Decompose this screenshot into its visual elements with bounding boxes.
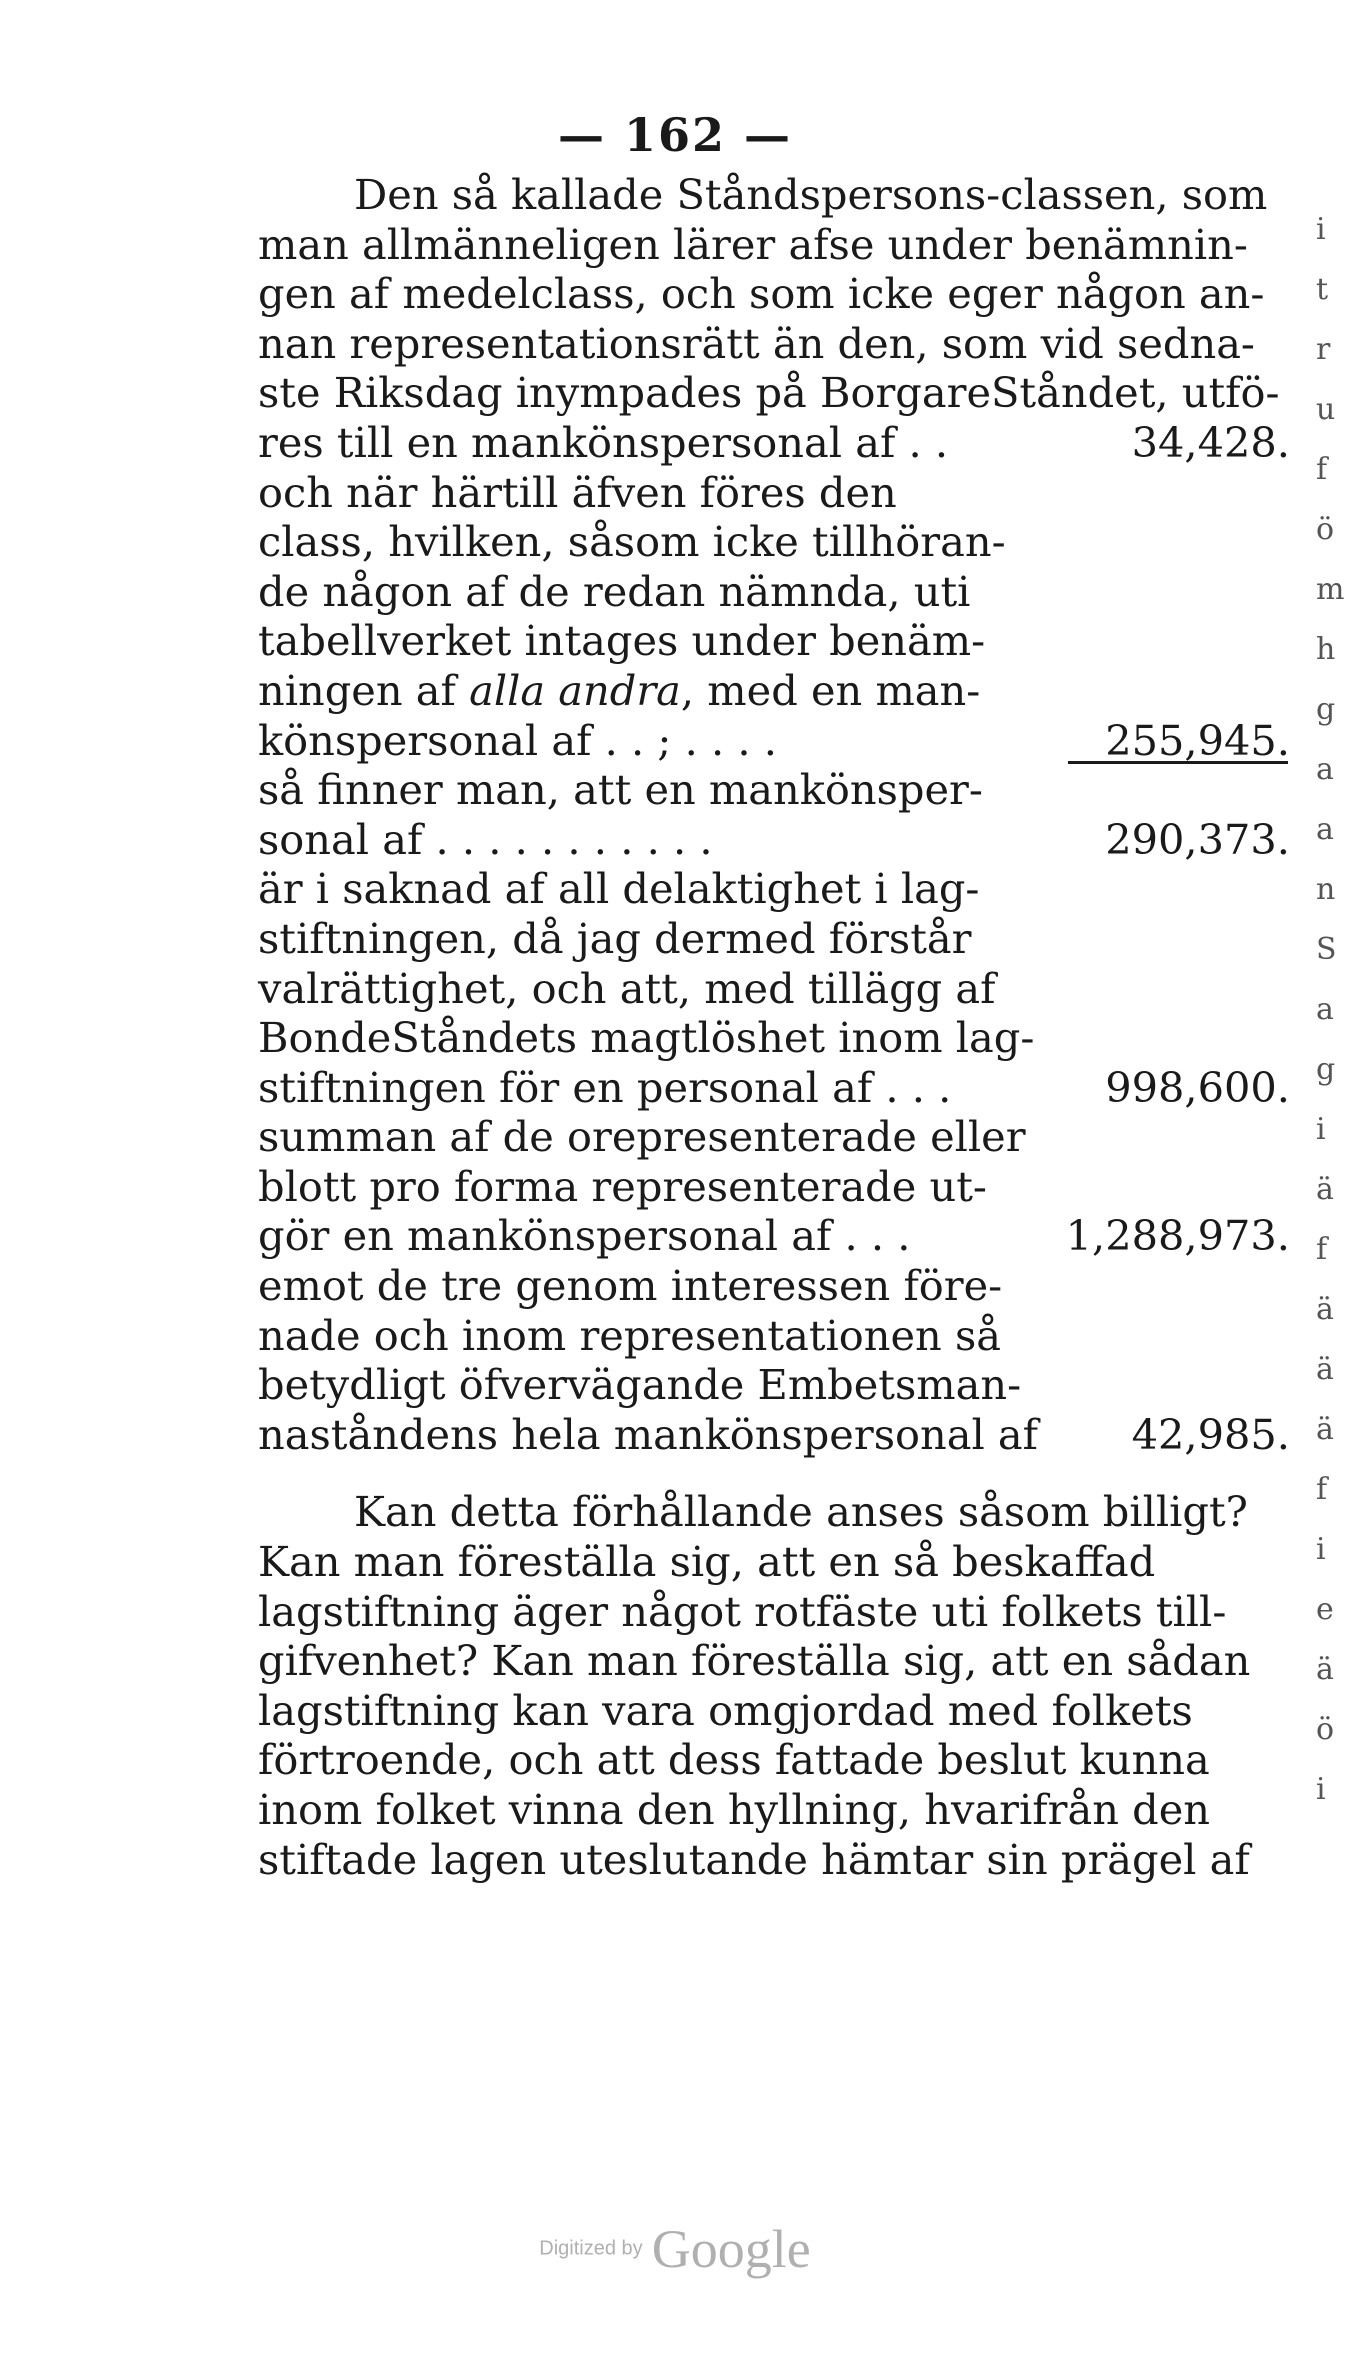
text-line [258, 1410, 1298, 1460]
bleed-fragment: t [1316, 272, 1329, 307]
line-text: förtroende, och att dess fattade beslut kunna [258, 1735, 1210, 1785]
text-line [258, 1211, 1298, 1261]
bleed-fragment: ä [1316, 1652, 1334, 1687]
bleed-fragment: a [1316, 812, 1334, 847]
line-text: gör en mankönspersonal af . . . [258, 1211, 911, 1261]
line-text: naståndens hela mankönspersonal af [258, 1409, 1039, 1459]
line-text: summan af de orepresenterade eller [258, 1112, 1026, 1162]
text-line [258, 517, 1298, 567]
text-line [258, 765, 1298, 815]
line-text: emot de tre genom interessen före- [258, 1261, 1003, 1311]
line-text: gen af medelclass, och som icke eger någon an- [258, 269, 1265, 319]
text-line [258, 220, 1298, 270]
line-text: gifvenhet? Kan man föreställa sig, att en sådan [258, 1636, 1251, 1686]
line-text: ningen af [258, 665, 470, 715]
text-line [258, 1360, 1298, 1410]
text-line [258, 319, 1298, 369]
bleed-fragment: ä [1316, 1352, 1334, 1387]
bleed-fragment: ä [1316, 1172, 1334, 1207]
text-line [258, 864, 1298, 914]
line-text: stiftade lagen uteslutande hämtar sin prägel af [258, 1834, 1250, 1884]
bleed-fragment: S [1316, 932, 1337, 967]
text-line [258, 1686, 1298, 1736]
tally-value: 255,945. [1105, 715, 1290, 765]
paragraph-gap [258, 1459, 1298, 1487]
line-text: inom folket vinna den hyllning, hvarifrån den [258, 1785, 1211, 1834]
bleed-fragment: ö [1316, 512, 1335, 547]
line-text: tabellverket intages under benäm- [258, 616, 986, 666]
tally-value: 42,985. [1131, 1409, 1290, 1459]
line-text: BondeStåndets magtlöshet inom lag- [258, 1013, 1035, 1063]
digitized-watermark [0, 2218, 1350, 2280]
text-line [258, 1785, 1298, 1835]
line-text: stiftningen, då jag dermed förstår [258, 913, 972, 963]
text-line [258, 1587, 1298, 1637]
tally-value: 290,373. [1105, 814, 1290, 864]
text-line [258, 964, 1298, 1014]
facing-page-bleed [1316, 200, 1350, 1900]
bleed-fragment: f [1316, 452, 1328, 487]
line-text: de någon af de redan nämnda, uti [258, 566, 971, 616]
text-line [258, 269, 1298, 319]
line-text: betydligt öfvervägande Embetsman- [258, 1360, 1022, 1410]
line-text: könspersonal af . . ; . . . . [258, 715, 777, 765]
line-text: nan representationsrätt än den, som vid sedna- [258, 318, 1255, 368]
text-line [258, 666, 1298, 716]
bleed-fragment: h [1316, 632, 1336, 667]
text-line [258, 616, 1298, 666]
text-line [258, 418, 1298, 468]
bleed-fragment: i [1316, 1112, 1326, 1147]
bleed-fragment: i [1316, 212, 1326, 247]
line-text: res till en mankönspersonal af . . [258, 417, 949, 467]
text-line [258, 170, 1298, 220]
tally-value: 998,600. [1105, 1062, 1290, 1112]
line-text: lagstiftning kan vara omgjordad med folkets [258, 1685, 1193, 1735]
bleed-fragment: f [1316, 1232, 1328, 1267]
bleed-fragment: f [1316, 1472, 1328, 1507]
text-line [258, 1636, 1298, 1686]
line-text: och när härtill äfven föres den [258, 467, 897, 517]
bleed-fragment: m [1316, 572, 1345, 607]
text-line [258, 1261, 1298, 1311]
text-line [258, 1835, 1298, 1885]
bleed-fragment: u [1316, 392, 1336, 427]
text-line [258, 1537, 1298, 1587]
watermark-prefix: Digitized by [539, 2237, 643, 2260]
line-text: man allmänneligen lärer afse under benämnin- [258, 219, 1248, 269]
italic-term: alla andra [469, 665, 681, 715]
text-line [258, 914, 1298, 964]
bleed-fragment: r [1316, 332, 1331, 367]
line-text: blott pro forma representerade ut- [258, 1161, 987, 1211]
line-text: valrättighet, och att, med tillägg af [258, 963, 996, 1013]
bleed-fragment: g [1316, 692, 1336, 727]
line-text: Kan detta förhållande anses såsom billigt? [354, 1487, 1248, 1537]
bleed-fragment: i [1316, 1532, 1326, 1567]
line-text: Kan man föreställa sig, att en så beskaffad [258, 1537, 1156, 1587]
text-line [258, 716, 1298, 766]
text-line [258, 1063, 1298, 1113]
text-line [258, 1311, 1298, 1361]
bleed-fragment: g [1316, 1052, 1336, 1087]
tally-value: 34,428. [1131, 417, 1290, 467]
line-text: så finner man, att en mankönsper- [258, 765, 983, 815]
page-body [258, 170, 1298, 1884]
text-line [258, 368, 1298, 418]
line-text: är i saknad af all delaktighet i lag- [258, 864, 980, 914]
line-text: stiftningen för en personal af . . . [258, 1062, 952, 1112]
line-text: nade och inom representationen så [258, 1310, 1002, 1360]
tally-value: 1,288,973. [1065, 1211, 1290, 1261]
line-text: Den så kallade Ståndspersons-classen, som [354, 170, 1268, 219]
bleed-fragment: e [1316, 1592, 1334, 1627]
text-line [258, 567, 1298, 617]
line-text: ste Riksdag inympades på BorgareStåndet, utfö- [258, 368, 1280, 418]
bleed-fragment: n [1316, 872, 1336, 907]
line-text: , med en man- [680, 665, 981, 715]
bleed-fragment: a [1316, 752, 1334, 787]
line-text: class, hvilken, såsom icke tillhöran- [258, 517, 1006, 567]
text-line [258, 815, 1298, 865]
page-number: — 162 — [557, 108, 793, 162]
bleed-fragment: ä [1316, 1292, 1334, 1327]
bleed-fragment: a [1316, 992, 1334, 1027]
bleed-fragment: ö [1316, 1712, 1335, 1747]
bleed-fragment: ä [1316, 1412, 1334, 1447]
google-logo: Google [651, 2219, 811, 2279]
line-text: lagstiftning äger något rotfäste uti folkets till- [258, 1586, 1227, 1636]
text-line [258, 468, 1298, 518]
text-line [258, 1487, 1298, 1537]
bleed-fragment: i [1316, 1772, 1326, 1807]
text-line [258, 1013, 1298, 1063]
text-line [258, 1162, 1298, 1212]
line-text: sonal af . . . . . . . . . . . [258, 814, 713, 864]
text-line [258, 1735, 1298, 1785]
text-line [258, 1112, 1298, 1162]
sum-rule [1068, 761, 1288, 764]
